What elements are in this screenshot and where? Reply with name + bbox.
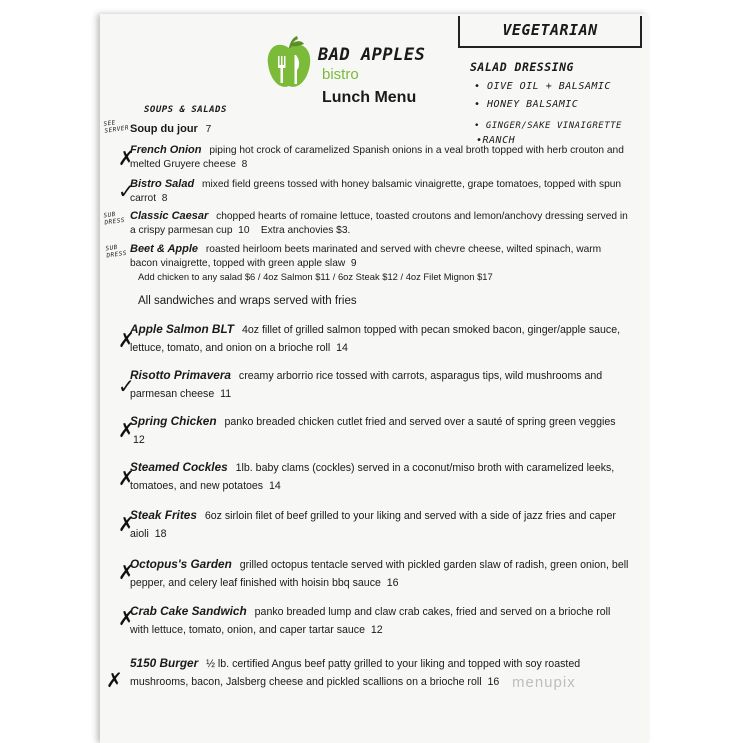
menu-item <box>130 366 630 403</box>
item-description: mixed field greens tossed with honey balsamic vinaigrette, grape tomatoes, topped with spun carrot <box>130 179 622 205</box>
item-name: French Onion <box>130 144 202 156</box>
item-name: Apple Salmon BLT <box>130 322 234 336</box>
item-description: grilled octopus tentacle served with pickled garden slaw of radish, green onion, bell pepper, and celery leaf finished with hoisin bbq sauce <box>130 559 629 589</box>
cross-mark-icon: ✗ <box>118 418 135 442</box>
dressing-item: • OIVE OIL + BALSAMIC <box>474 81 611 92</box>
soup-note: SEE SERVER <box>103 119 130 135</box>
item-description: piping hot crock of caramelized Spanish onions in a veal broth topped with herb crouton and melted Gruyere cheese <box>130 145 624 171</box>
menu-item <box>130 555 630 592</box>
item-description: creamy arborrio rice tossed with carrots, asparagus tips, wild mushrooms and parmesan cheese <box>130 370 603 400</box>
vegetarian-label: VEGETARIAN <box>458 16 642 48</box>
cross-mark-icon: ✗ <box>118 466 135 490</box>
item-name: Crab Cake Sandwich <box>130 604 247 618</box>
item-price: 7 <box>205 124 212 135</box>
restaurant-subtitle: bistro <box>322 66 359 83</box>
item-description: panko breaded chicken cutlet fried and served over a sauté of spring green veggies <box>224 416 616 428</box>
dressing-item: •RANCH <box>476 135 516 146</box>
item-description: 1lb. baby clams (cockles) served in a coconut/miso broth with caramelized leeks, tomatoes, and new potatoes <box>130 462 615 492</box>
item-price: 11 <box>220 388 232 400</box>
cross-mark-icon: ✗ <box>106 668 123 692</box>
add-chicken-note: Add chicken to any salad $6 / 4oz Salmon $11 / 6oz Steak $12 / 4oz Filet Mignon $17 <box>138 271 493 282</box>
item-name: 5150 Burger <box>130 656 199 670</box>
item-name: Steak Frites <box>130 508 197 522</box>
item-description: ½ lb. certified Angus beef patty grilled to your liking and topped with soy roasted mushrooms, bacon, Jalsberg cheese and pickled scallions on a brioche roll <box>130 658 581 688</box>
salad-dressing-title: SALAD DRESSING <box>470 60 574 74</box>
soups-salads-header: SOUPS & SALADS <box>144 105 227 115</box>
cross-mark-icon: ✗ <box>118 606 135 630</box>
cross-mark-icon: ✗ <box>118 146 135 170</box>
item-price: 14 <box>269 480 281 492</box>
item-name: Steamed Cockles <box>130 460 228 474</box>
menu-paper <box>100 14 648 743</box>
item-price: 18 <box>154 528 167 540</box>
menu-item <box>130 320 630 357</box>
item-price: 12 <box>132 434 145 446</box>
item-name: Spring Chicken <box>130 414 217 428</box>
menu-item <box>130 122 630 137</box>
item-name: Soup du jour <box>130 123 198 135</box>
item-description: roasted heirloom beets marinated and served with chevre cheese, wilted spinach, warm bacon vinaigrette, topped with green apple slaw <box>130 244 602 270</box>
item-name: Beet & Apple <box>130 243 199 255</box>
check-mark-icon: ✓ <box>118 374 135 398</box>
item-price: 10 <box>238 225 250 237</box>
item-price: 14 <box>336 342 348 354</box>
cross-mark-icon: ✗ <box>118 512 135 536</box>
menu-item <box>130 143 630 173</box>
item-description: 4oz fillet of grilled salmon topped with pecan smoked bacon, ginger/apple sauce, lettuce, tomato, and onion on a brioche roll <box>130 324 621 354</box>
beet-note: SUB DRESS <box>105 243 128 259</box>
item-price: 8 <box>161 193 168 205</box>
item-price: 16 <box>386 577 399 589</box>
menu-item <box>130 602 630 639</box>
item-name: Bistro Salad <box>130 178 195 190</box>
caesar-note: SUB DRESS <box>103 210 126 226</box>
menu-item <box>130 242 630 272</box>
item-price: 12 <box>370 624 383 636</box>
cross-mark-icon: ✗ <box>118 560 135 584</box>
apple-fork-knife-icon <box>266 34 312 92</box>
watermark: menupix <box>512 674 576 691</box>
item-price: 16 <box>487 676 500 688</box>
item-price: 9 <box>350 258 357 270</box>
item-description: chopped hearts of romaine lettuce, toasted croutons and lemon/anchovy dressing served in a crispy parmesan cup <box>130 211 628 237</box>
menu-title: Lunch Menu <box>322 89 417 106</box>
item-name: Octopus's Garden <box>130 557 232 571</box>
menu-item <box>130 412 630 449</box>
restaurant-name: BAD APPLES <box>318 45 426 65</box>
item-extra: Extra anchovies $3. <box>260 225 351 237</box>
item-price: 8 <box>241 159 248 171</box>
item-description: 6oz sirloin filet of beef grilled to your liking and served with a side of jazz fries and caper aioli <box>130 510 616 540</box>
check-mark-icon: ✓ <box>118 179 135 203</box>
sandwich-note: All sandwiches and wraps served with fries <box>138 295 357 307</box>
menu-item <box>130 506 630 543</box>
item-description: panko breaded lump and claw crab cakes, fried and served on a brioche roll with lettuce, tomato, onion, and caper tartar sauce <box>130 606 611 636</box>
dressing-item: • GINGER/SAKE VINAIGRETTE <box>474 121 622 131</box>
menu-item <box>130 177 630 207</box>
item-name: Classic Caesar <box>130 210 209 222</box>
cross-mark-icon: ✗ <box>118 328 135 352</box>
dressing-item: • HONEY BALSAMIC <box>474 99 579 110</box>
menu-item <box>130 209 630 239</box>
item-name: Risotto Primavera <box>130 368 231 382</box>
menu-item <box>130 458 630 495</box>
